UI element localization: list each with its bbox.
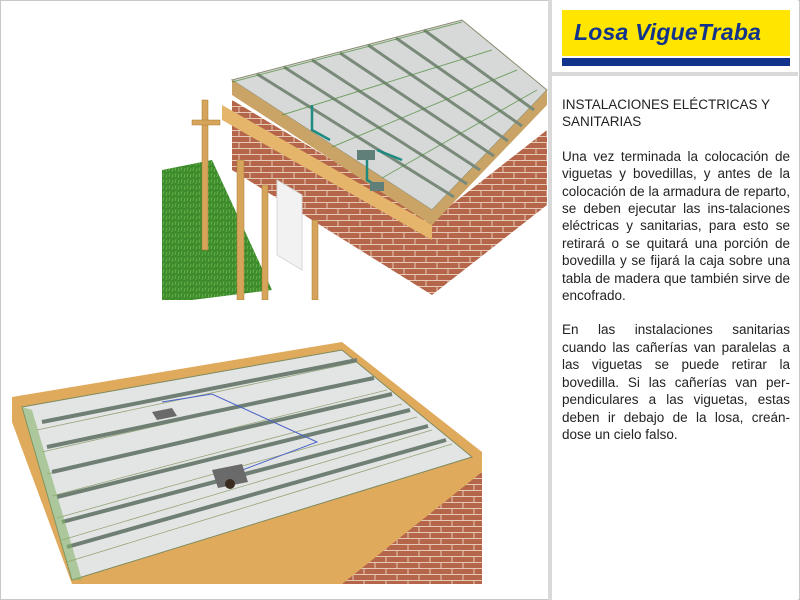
logo-text: Losa VigueTraba xyxy=(574,19,762,45)
slab-electrical-installation-illustration xyxy=(162,10,552,300)
illustrations-panel xyxy=(2,2,548,596)
paragraph-electrical: Una vez terminada la colocación de viguetas y bovedillas, y antes de la colocación de la armadura de reparto, se deben ejecutar las ins-talaciones eléctricas y sanitarias, para esto se retirará o se quitará una porción de bovedilla y se fijará la caja sobre una tabla de madera que también sirve de encofrado. xyxy=(562,148,790,304)
brand-logo xyxy=(562,10,790,66)
article-text xyxy=(562,96,790,460)
section-heading: INSTALACIONES ELÉCTRICAS Y SANITARIAS xyxy=(562,97,770,130)
slab-sanitary-installation-illustration xyxy=(12,322,482,584)
text-panel xyxy=(552,0,798,600)
horizontal-divider xyxy=(552,72,798,76)
paragraph-sanitary: En las instalaciones sanitarias cuando las cañerías van paralelas a las viguetas se puede retirar la bovedilla. Si las cañerías van per-pendiculares a las viguetas, estas deben ir debajo de la losa, creán-dose un cielo falso. xyxy=(562,322,790,442)
logo-blue-band xyxy=(562,58,790,66)
